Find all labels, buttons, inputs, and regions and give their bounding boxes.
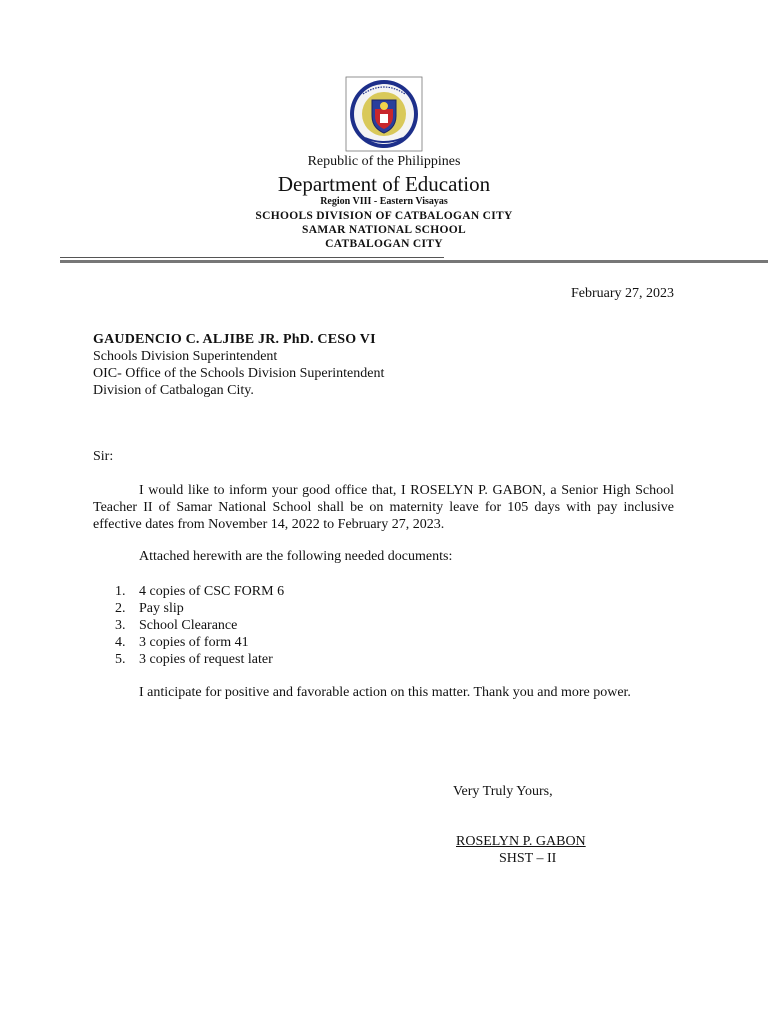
list-item-number: 1. <box>115 584 126 599</box>
list-item <box>93 617 284 634</box>
closing-paragraph: I anticipate for positive and favorable action on this matter. Thank you and more power. <box>139 685 631 700</box>
list-item-text: 3 copies of form 41 <box>139 635 249 650</box>
deped-seal-logo <box>345 76 423 152</box>
salutation: Sir: <box>93 449 114 464</box>
republic-heading: Republic of the Philippines <box>307 154 461 169</box>
list-item-text: School Clearance <box>139 618 238 633</box>
list-item-number: 3. <box>115 618 126 633</box>
letter-date: February 27, 2023 <box>570 286 674 301</box>
recipient-name: GAUDENCIO C. ALJIBE JR. PhD. CESO VI <box>93 332 376 347</box>
department-heading: Department of Education <box>277 172 491 196</box>
header-divider-thick <box>60 260 768 263</box>
attachments-intro: Attached herewith are the following needed documents: <box>139 549 453 564</box>
list-item-text: 4 copies of CSC FORM 6 <box>139 584 285 599</box>
division-heading: SCHOOLS DIVISION OF CATBALOGAN CITY <box>255 210 513 222</box>
region-heading: Region VIII - Eastern Visayas <box>320 196 448 207</box>
list-item-number: 2. <box>115 601 126 616</box>
recipient-title: Schools Division Superintendent <box>93 349 278 364</box>
list-item-text: 3 copies of request later <box>139 652 273 667</box>
list-item-number: 5. <box>115 652 126 667</box>
header-divider-thin <box>60 257 444 258</box>
list-item <box>93 600 284 617</box>
list-item <box>93 583 284 600</box>
list-item-text: Pay slip <box>139 601 184 616</box>
recipient-block <box>93 331 384 399</box>
city-heading: CATBALOGAN CITY <box>325 238 443 250</box>
recipient-division: Division of Catbalogan City. <box>93 383 254 398</box>
school-heading: SAMAR NATIONAL SCHOOL <box>302 224 466 236</box>
list-item <box>93 634 284 651</box>
complimentary-close: Very Truly Yours, <box>453 784 553 799</box>
signer-position: SHST – II <box>499 851 557 866</box>
recipient-office: OIC- Office of the Schools Division Superintendent <box>93 366 385 381</box>
list-item-number: 4. <box>115 635 126 650</box>
list-item <box>93 651 284 668</box>
body-paragraph: I would like to inform your good office that, I ROSELYN P. GABON, a Senior High School Teacher II of Samar National School shall be on maternity leave for 105 days with pay inclusive effective dates from November 14, 2022 to February 27, 2023. <box>93 483 674 532</box>
documents-list <box>93 583 284 668</box>
signer-name: ROSELYN P. GABON <box>456 834 586 849</box>
